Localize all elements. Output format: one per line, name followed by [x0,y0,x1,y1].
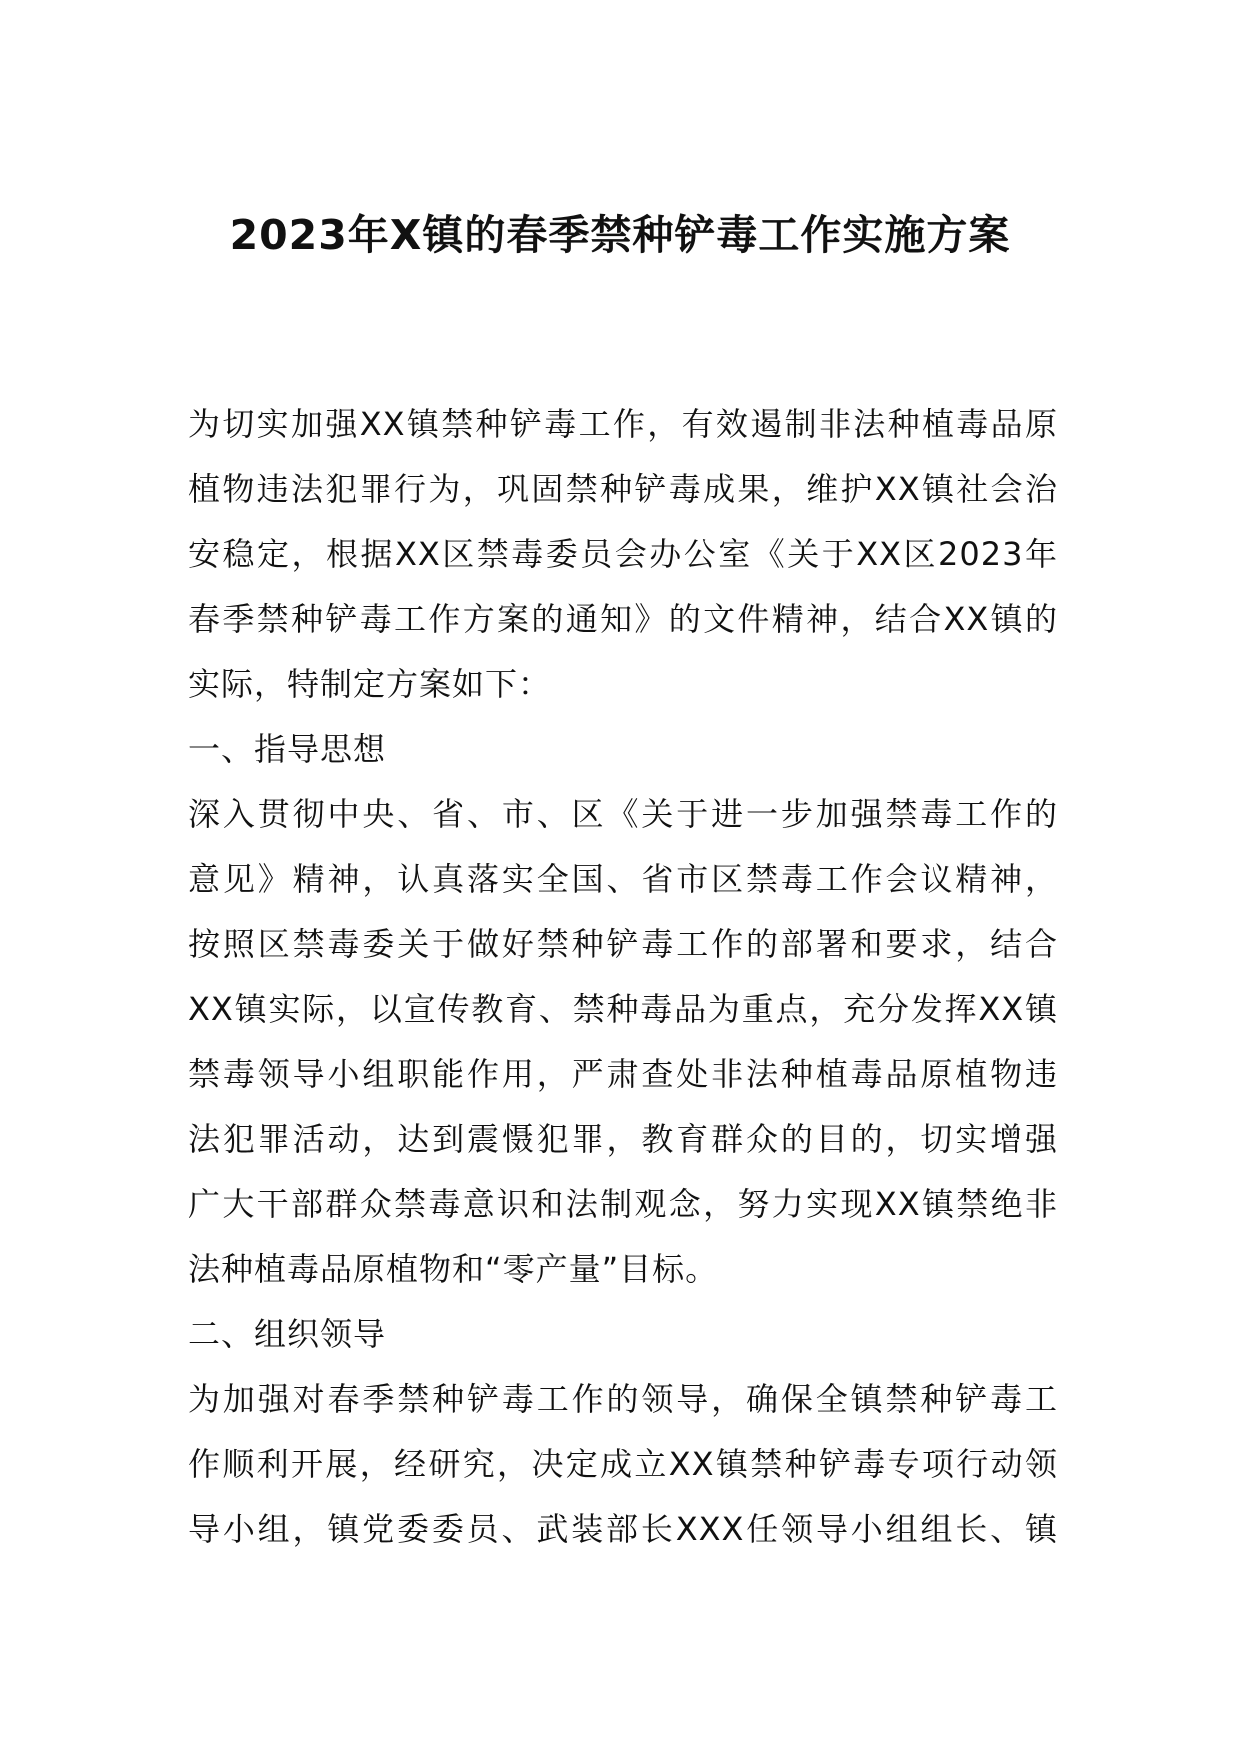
paragraph-organization-line-3: 导小组，镇党委委员、武装部长XXX任领导小组组长、镇 [188,1510,1058,1548]
paragraph-intro-line-5: 实际，特制定方案如下： [188,665,552,703]
document-body [188,392,1058,1562]
section-heading-guiding-ideology: 一、指导思想 [188,730,387,768]
paragraph-guiding-line-6: 法犯罪活动，达到震慑犯罪，教育群众的目的，切实增强 [188,1120,1058,1158]
paragraph-guiding-line-8: 法种植毒品原植物和“零产量”目标。 [188,1250,719,1288]
paragraph-organization-line-2: 作顺利开展，经研究，决定成立XX镇禁种铲毒专项行动领 [188,1445,1058,1483]
paragraph-guiding-line-5: 禁毒领导小组职能作用，严肃查处非法种植毒品原植物违 [188,1055,1058,1093]
section-heading-organization: 二、组织领导 [188,1315,387,1353]
paragraph-intro-line-3: 安稳定，根据XX区禁毒委员会办公室《关于XX区2023年 [188,535,1058,573]
document-title: 2023年X镇的春季禁种铲毒工作实施方案 [229,211,1011,259]
paragraph-guiding-line-1: 深入贯彻中央、省、市、区《关于进一步加强禁毒工作的 [188,795,1058,833]
paragraph-intro-line-4: 春季禁种铲毒工作方案的通知》的文件精神，结合XX镇的 [188,600,1058,638]
paragraph-intro-line-1: 为切实加强XX镇禁种铲毒工作，有效遏制非法种植毒品原 [188,405,1058,443]
paragraph-intro-line-2: 植物违法犯罪行为，巩固禁种铲毒成果，维护XX镇社会治 [188,470,1058,508]
paragraph-guiding-line-4: XX镇实际，以宣传教育、禁种毒品为重点，充分发挥XX镇 [188,990,1058,1028]
paragraph-guiding-line-7: 广大干部群众禁毒意识和法制观念，努力实现XX镇禁绝非 [188,1185,1058,1223]
paragraph-organization-line-1: 为加强对春季禁种铲毒工作的领导，确保全镇禁种铲毒工 [188,1380,1058,1418]
paragraph-guiding-line-2: 意见》精神，认真落实全国、省市区禁毒工作会议精神， [188,860,1058,898]
paragraph-guiding-line-3: 按照区禁毒委关于做好禁种铲毒工作的部署和要求，结合 [188,925,1058,963]
